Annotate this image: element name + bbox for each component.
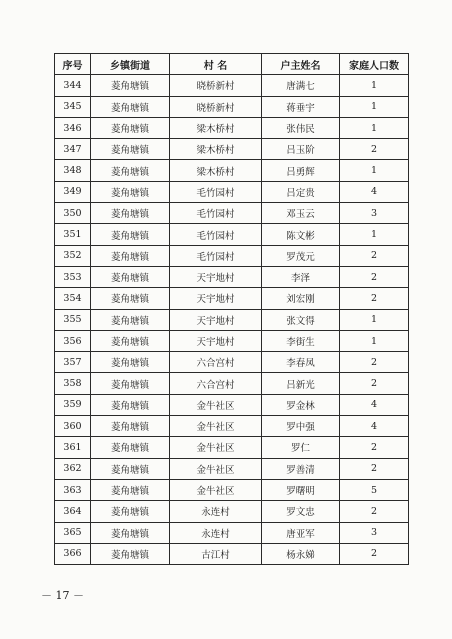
cell-village: 天宇地村: [170, 288, 262, 309]
cell-householder: 唐亚军: [262, 522, 340, 543]
cell-township: 菱角塘镇: [91, 309, 170, 330]
cell-township: 菱角塘镇: [91, 394, 170, 415]
table-row: [55, 394, 409, 415]
cell-family-size: 1: [340, 224, 409, 245]
cell-serial-number: 358: [55, 373, 91, 394]
cell-serial-number: 350: [55, 203, 91, 224]
table-row: [55, 96, 409, 117]
cell-family-size: 3: [340, 522, 409, 543]
cell-householder: 罗文忠: [262, 501, 340, 522]
cell-householder: 刘宏刚: [262, 288, 340, 309]
table-row: [55, 181, 409, 202]
cell-serial-number: 351: [55, 224, 91, 245]
cell-family-size: 2: [340, 501, 409, 522]
cell-serial-number: 347: [55, 139, 91, 160]
cell-family-size: 2: [340, 437, 409, 458]
cell-family-size: 4: [340, 394, 409, 415]
cell-village: 永连村: [170, 522, 262, 543]
table-body: [55, 75, 409, 565]
cell-family-size: 1: [340, 309, 409, 330]
cell-serial-number: 361: [55, 437, 91, 458]
cell-village: 梁木桥村: [170, 117, 262, 138]
cell-serial-number: 356: [55, 330, 91, 351]
cell-householder: 罗茂元: [262, 245, 340, 266]
cell-serial-number: 363: [55, 479, 91, 500]
cell-family-size: 2: [340, 543, 409, 564]
cell-township: 菱角塘镇: [91, 522, 170, 543]
cell-serial-number: 355: [55, 309, 91, 330]
table-row: [55, 437, 409, 458]
cell-township: 菱角塘镇: [91, 479, 170, 500]
table-row: [55, 139, 409, 160]
table-row: [55, 543, 409, 564]
cell-serial-number: 364: [55, 501, 91, 522]
cell-family-size: 4: [340, 181, 409, 202]
cell-householder: 李泽: [262, 266, 340, 287]
cell-village: 毛竹园村: [170, 181, 262, 202]
header-village: 村 名: [170, 54, 262, 75]
cell-family-size: 1: [340, 117, 409, 138]
page-number: － 17 －: [41, 589, 84, 602]
household-roster-table: [54, 53, 409, 565]
table-row: [55, 75, 409, 96]
cell-village: 毛竹园村: [170, 245, 262, 266]
cell-village: 毛竹园村: [170, 224, 262, 245]
cell-family-size: 2: [340, 352, 409, 373]
cell-village: 晓桥新村: [170, 75, 262, 96]
cell-family-size: 4: [340, 416, 409, 437]
table-row: [55, 117, 409, 138]
table-row: [55, 373, 409, 394]
cell-township: 菱角塘镇: [91, 543, 170, 564]
cell-householder: 罗曙明: [262, 479, 340, 500]
cell-village: 金牛社区: [170, 479, 262, 500]
cell-village: 天宇地村: [170, 330, 262, 351]
cell-township: 菱角塘镇: [91, 288, 170, 309]
cell-township: 菱角塘镇: [91, 373, 170, 394]
cell-township: 菱角塘镇: [91, 75, 170, 96]
cell-family-size: 2: [340, 245, 409, 266]
cell-serial-number: 346: [55, 117, 91, 138]
table-row: [55, 266, 409, 287]
cell-family-size: 1: [340, 330, 409, 351]
cell-householder: 张伟民: [262, 117, 340, 138]
cell-householder: 陈文彬: [262, 224, 340, 245]
table-row: [55, 203, 409, 224]
cell-family-size: 1: [340, 96, 409, 117]
table-row: [55, 501, 409, 522]
cell-serial-number: 366: [55, 543, 91, 564]
cell-village: 六合宫村: [170, 373, 262, 394]
table-row: [55, 160, 409, 181]
cell-family-size: 1: [340, 160, 409, 181]
cell-village: 金牛社区: [170, 394, 262, 415]
cell-village: 毛竹园村: [170, 203, 262, 224]
table-row: [55, 522, 409, 543]
cell-serial-number: 352: [55, 245, 91, 266]
cell-householder: 吕勇辉: [262, 160, 340, 181]
cell-family-size: 2: [340, 373, 409, 394]
cell-township: 菱角塘镇: [91, 96, 170, 117]
cell-householder: 邓玉云: [262, 203, 340, 224]
cell-serial-number: 349: [55, 181, 91, 202]
cell-householder: 罗善清: [262, 458, 340, 479]
cell-village: 六合宫村: [170, 352, 262, 373]
cell-township: 菱角塘镇: [91, 330, 170, 351]
cell-township: 菱角塘镇: [91, 203, 170, 224]
cell-serial-number: 365: [55, 522, 91, 543]
cell-township: 菱角塘镇: [91, 458, 170, 479]
table-row: [55, 416, 409, 437]
table-row: [55, 288, 409, 309]
cell-township: 菱角塘镇: [91, 501, 170, 522]
cell-serial-number: 354: [55, 288, 91, 309]
cell-serial-number: 348: [55, 160, 91, 181]
cell-householder: 杨永娣: [262, 543, 340, 564]
cell-householder: 吕玉阶: [262, 139, 340, 160]
cell-township: 菱角塘镇: [91, 416, 170, 437]
table-row: [55, 245, 409, 266]
cell-householder: 罗金林: [262, 394, 340, 415]
cell-village: 梁木桥村: [170, 139, 262, 160]
cell-township: 菱角塘镇: [91, 266, 170, 287]
cell-householder: 罗仁: [262, 437, 340, 458]
cell-family-size: 2: [340, 139, 409, 160]
cell-village: 天宇地村: [170, 266, 262, 287]
header-township: 乡镇街道: [91, 54, 170, 75]
cell-village: 永连村: [170, 501, 262, 522]
cell-serial-number: 353: [55, 266, 91, 287]
cell-serial-number: 359: [55, 394, 91, 415]
header-family-size: 家庭人口数: [340, 54, 409, 75]
cell-family-size: 5: [340, 479, 409, 500]
table-row: [55, 330, 409, 351]
cell-village: 梁木桥村: [170, 160, 262, 181]
table-header-row: [55, 54, 409, 75]
cell-householder: 李春凤: [262, 352, 340, 373]
table-row: [55, 224, 409, 245]
header-householder: 户主姓名: [262, 54, 340, 75]
cell-householder: 李街生: [262, 330, 340, 351]
table-row: [55, 352, 409, 373]
cell-householder: 吕定贵: [262, 181, 340, 202]
cell-township: 菱角塘镇: [91, 352, 170, 373]
cell-village: 天宇地村: [170, 309, 262, 330]
cell-village: 古江村: [170, 543, 262, 564]
cell-family-size: 2: [340, 458, 409, 479]
cell-township: 菱角塘镇: [91, 160, 170, 181]
cell-serial-number: 357: [55, 352, 91, 373]
table-row: [55, 479, 409, 500]
cell-householder: 张文得: [262, 309, 340, 330]
cell-township: 菱角塘镇: [91, 139, 170, 160]
cell-village: 金牛社区: [170, 437, 262, 458]
cell-village: 金牛社区: [170, 416, 262, 437]
cell-township: 菱角塘镇: [91, 117, 170, 138]
cell-serial-number: 360: [55, 416, 91, 437]
cell-householder: 罗中强: [262, 416, 340, 437]
cell-village: 金牛社区: [170, 458, 262, 479]
cell-family-size: 3: [340, 203, 409, 224]
cell-village: 晓桥新村: [170, 96, 262, 117]
cell-township: 菱角塘镇: [91, 245, 170, 266]
cell-family-size: 2: [340, 266, 409, 287]
table-row: [55, 458, 409, 479]
table-row: [55, 309, 409, 330]
cell-serial-number: 345: [55, 96, 91, 117]
cell-township: 菱角塘镇: [91, 437, 170, 458]
cell-serial-number: 362: [55, 458, 91, 479]
cell-family-size: 2: [340, 288, 409, 309]
cell-serial-number: 344: [55, 75, 91, 96]
cell-householder: 吕新光: [262, 373, 340, 394]
cell-householder: 蒋垂宇: [262, 96, 340, 117]
cell-family-size: 1: [340, 75, 409, 96]
cell-township: 菱角塘镇: [91, 181, 170, 202]
header-serial-number: 序号: [55, 54, 91, 75]
cell-township: 菱角塘镇: [91, 224, 170, 245]
cell-householder: 唐满七: [262, 75, 340, 96]
